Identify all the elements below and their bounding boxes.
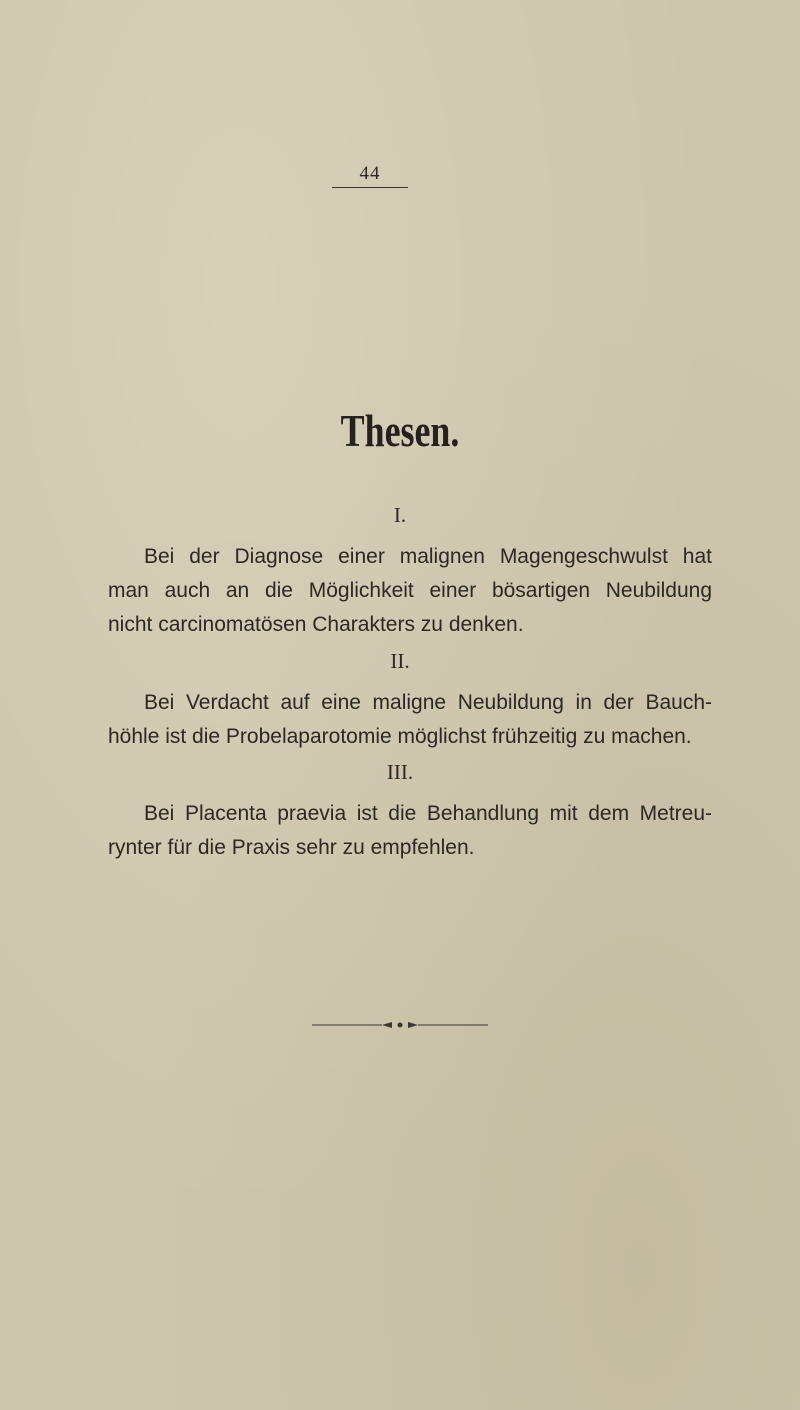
thesis-2-numeral: II. — [390, 649, 410, 673]
thesis-3-text — [108, 797, 712, 865]
page-number: 44 — [359, 163, 381, 184]
page-number-underline — [332, 187, 408, 188]
thesis-3-line-1: Bei Placenta praevia ist die Behandlung mit dem Metreu- — [144, 802, 712, 825]
thesis-2-line-1: Bei Verdacht auf eine maligne Neubildung in der Bauch- — [144, 691, 712, 714]
thesis-2-line-2: höhle ist die Probelaparotomie möglichst frühzeitig zu machen. — [108, 725, 692, 748]
page-heading: Thesen. — [340, 405, 460, 456]
thesis-1-line-3: nicht carcinomatösen Charakters zu denken. — [108, 613, 524, 636]
thesis-3-line-2: rynter für die Praxis sehr zu empfehlen. — [108, 836, 475, 859]
closing-ornament-icon — [312, 1020, 488, 1030]
thesis-1-line-2: man auch an die Möglichkeit einer bösartigen Neubildung — [108, 579, 712, 602]
thesis-1-line-1: Bei der Diagnose einer malignen Magengeschwulst hat — [144, 545, 712, 568]
thesis-1-text — [108, 540, 712, 642]
thesis-2-text — [108, 686, 712, 754]
thesis-3-numeral: III. — [386, 760, 414, 784]
thesis-1-numeral: I. — [393, 503, 407, 527]
